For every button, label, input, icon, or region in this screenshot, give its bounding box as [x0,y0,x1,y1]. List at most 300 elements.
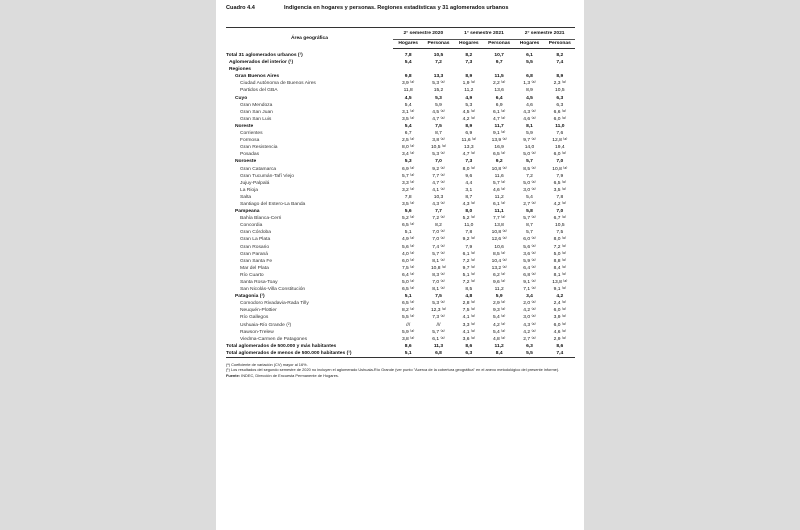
row-value: 6,9 [495,102,503,108]
row-value: 2,3 ⁽ᵃ⁾ [553,81,567,87]
row-value: 9,2 ⁽ᵃ⁾ [432,166,445,172]
table-body [226,49,575,358]
indigence-table [226,27,575,358]
row-value: 5,7 ⁽ᵃ⁾ [492,180,506,186]
row-value: 7,4 ⁽ᵃ⁾ [432,244,445,250]
row-value: 8,4 ⁽ᵃ⁾ [553,265,567,271]
row-value: 7,6 [556,131,564,137]
table-row [226,343,575,350]
row-value: 8,6 [465,343,473,349]
row-value: 6,7 [404,131,412,137]
row-label: Concordia [240,223,263,229]
row-value: 7,3 ⁽ᵃ⁾ [432,315,445,321]
row-value: 6,4 [495,95,503,101]
row-value: 5,6 [404,209,412,215]
row-value: 4,3 ⁽ᵃ⁾ [523,109,536,115]
row-value: 11,5 [494,74,504,80]
table-row [226,173,575,180]
row-label: Gran Catamarca [240,166,277,172]
row-value: 8,1 ⁽ᵃ⁾ [432,287,445,293]
table-row [226,137,575,144]
row-label: Gran Resistencia [240,145,278,151]
row-label: Ciudad Autónoma de Buenos Aires [240,81,316,87]
row-value: 2,5 ⁽ᵃ⁾ [401,138,415,144]
row-value: 7,3 [465,60,473,66]
row-value: 6,3 [454,350,484,358]
table-row [226,59,575,66]
row-value: 8,0 ⁽ᵃ⁾ [553,237,567,243]
footnote: (ᵃ) Coeficiente de variación (CV) mayor al 16%. [226,362,308,368]
table-row [226,158,575,165]
row-value: 4,1 ⁽ᵃ⁾ [432,187,445,193]
row-value: 11,0 [555,123,565,129]
row-value: 6,8 [526,74,533,80]
row-value: 5,3 ⁽ᵃ⁾ [432,81,445,87]
source-note [226,373,575,378]
row-value: 10,7 [494,53,504,58]
row-value: 4,2 ⁽ᵃ⁾ [462,116,476,122]
table-row [226,87,575,94]
row-value: 6,5 ⁽ᵃ⁾ [492,152,506,158]
row-value: 11,8 [403,88,413,94]
row-value: 6,0 ⁽ᵃ⁾ [401,258,415,264]
row-label: Cuyo [235,95,248,101]
table-row [226,222,575,229]
row-value: 4,6 ⁽ᵃ⁾ [523,116,536,122]
table-row [226,102,575,109]
row-value: 13,8 [494,223,504,229]
row-value: 8,3 ⁽ᵃ⁾ [432,272,445,278]
row-value: 7,8 [404,53,412,58]
row-value: 8,2 [435,223,442,229]
row-value: 7,4 [545,350,575,358]
row-value: 2,7 ⁽ᵃ⁾ [523,336,536,342]
row-value: 7,2 [435,60,442,66]
subcolumn-header: Personas [545,40,575,49]
row-value: 7,1 ⁽ᵃ⁾ [523,287,536,293]
row-value: 2,9 ⁽ᵃ⁾ [492,301,506,307]
table-row [226,350,575,358]
row-value: 3,0 ⁽ᵃ⁾ [523,315,536,321]
row-value: 6,6 ⁽ᵃ⁾ [553,109,567,115]
row-value: 3,5 ⁽ᵃ⁾ [553,187,567,193]
row-label: Patagonia (¹) [235,294,265,300]
row-value: 6,8 [423,350,453,358]
row-label: Noroeste [235,159,257,165]
row-value: 7,0 [556,209,564,215]
row-value: 4,6 [526,102,533,108]
row-value: 5,9 ⁽ᵃ⁾ [401,329,415,335]
table-row [226,293,575,300]
row-value: 4,7 ⁽ᵃ⁾ [432,116,445,122]
row-value: 2,0 ⁽ᵃ⁾ [523,301,536,307]
table-row [226,229,575,236]
row-label: San Nicolás-Villa Constitución [240,287,306,293]
row-value: 14,0 [524,145,535,151]
row-value: 6,1 [526,53,533,58]
row-value: 9,7 ⁽ᵃ⁾ [523,138,536,144]
row-value: 11,6 ⁽ᵃ⁾ [461,138,477,144]
row-value: 6,5 ⁽ᵃ⁾ [401,287,415,293]
row-value: 19,4 [555,145,565,151]
row-value: 4,8 ⁽ᵃ⁾ [492,336,506,342]
row-value: 3,8 ⁽ᵃ⁾ [401,336,415,342]
row-value: 5,1 ⁽ᵃ⁾ [462,272,476,278]
table-row [226,336,575,343]
row-value: 7,9 [465,244,473,250]
row-value [393,66,423,73]
row-value: 5,8 [526,209,533,215]
row-value: 5,7 ⁽ᵃ⁾ [523,216,536,222]
row-value: 6,9 ⁽ᵃ⁾ [401,166,415,172]
row-value: 8,9 [526,88,533,94]
row-value: 11,2 [494,343,504,349]
row-value: 3,0 ⁽ᵃ⁾ [523,187,536,193]
row-value: 3,3 ⁽ᵃ⁾ [401,180,415,186]
row-value: 2,4 ⁽ᵃ⁾ [553,301,567,307]
row-label: Neuquén-Plottier [240,308,277,314]
footnote: (¹) Los resultados del segundo semestre de 2020 no incluyen el aglomerado Ushuaia-Río Grande (ver punto "Acerca de la cobertura geográfica" en el anexo metodológico del presente informe). [226,367,560,373]
row-value: 7,0 ⁽ᵃ⁾ [432,230,445,236]
row-value: 3,5 ⁽ᵃ⁾ [401,116,415,122]
row-value: 7,2 ⁽ᵃ⁾ [553,244,567,250]
row-value: 5,7 [526,159,533,165]
row-value: 5,9 [526,131,533,137]
row-value: 3,3 ⁽ᵃ⁾ [462,322,476,328]
row-value: 5,4 ⁽ᵃ⁾ [492,329,506,335]
row-value: 5,1 [393,350,423,358]
row-value: 2,9 ⁽ᵃ⁾ [553,336,567,342]
row-value: 8,5 [465,287,473,293]
row-label: Comodoro Rivadavia-Rada Tilly [240,301,309,307]
table-row [226,300,575,307]
row-value: 3,6 ⁽ᵃ⁾ [523,251,536,257]
row-value: 4,8 [465,294,473,300]
table-row [226,180,575,187]
table-row [226,286,575,293]
row-value: 3,1 [465,187,473,193]
row-value: 4,3 ⁽ᵃ⁾ [432,201,445,207]
row-value: 8,9 [465,123,473,129]
row-value: 5,3 [465,102,473,108]
row-value [484,66,514,73]
row-value: 5,1 [404,294,412,300]
row-value: 5,4 [404,123,412,129]
row-label: Santiago del Estero-La Banda [240,201,306,207]
row-value: 6,1 ⁽ᵃ⁾ [492,109,506,115]
row-value: 9,1 ⁽ᵃ⁾ [553,287,567,293]
row-label: Corrientes [240,131,263,137]
row-value: 4,5 [404,95,412,101]
table-row [226,201,575,208]
row-value: 5,4 [526,194,533,200]
row-value: 10,8 ⁽ᵃ⁾ [491,230,507,236]
row-value: 4,3 ⁽ᵃ⁾ [523,322,536,328]
row-value: 5,5 [514,350,544,358]
row-value: 2,8 ⁽ᵃ⁾ [462,301,476,307]
row-value: 6,0 ⁽ᵃ⁾ [553,116,567,122]
table-row [226,144,575,151]
row-value: 3,9 ⁽ᵃ⁾ [553,315,567,321]
table-row [226,265,575,272]
row-value: 6,0 ⁽ᵃ⁾ [553,308,567,314]
subcolumn-header: Hogares [514,40,544,49]
row-label: Total aglomerados de 500.000 y más habitantes [226,343,337,349]
row-value [454,66,484,73]
row-value: 4,2 ⁽ᵃ⁾ [553,201,567,207]
row-value: 10,8 ⁽ᵃ⁾ [552,166,568,172]
table-row [226,244,575,251]
table-row [226,215,575,222]
row-value: 3,5 ⁽ᵃ⁾ [401,201,415,207]
source-text: INDEC, Dirección de Encuesta Permanente de Hogares. [241,372,339,378]
table-row [226,109,575,116]
row-value: 9,7 ⁽ᵃ⁾ [462,265,476,271]
table-row [226,95,575,102]
row-value: 10,5 [433,53,444,58]
row-value [423,66,453,73]
row-value: 4,3 ⁽ᵃ⁾ [462,201,476,207]
row-value: 10,3 [433,194,444,200]
row-label: Total 31 aglomerados urbanos (¹) [226,53,303,58]
row-label: Gran Buenos Aires [235,74,280,80]
row-value: 13,3 [433,74,444,80]
row-label: Gran Rosario [240,244,270,250]
row-value: 7,5 ⁽ᵃ⁾ [401,265,415,271]
row-value: 5,0 ⁽ᵃ⁾ [553,251,567,257]
row-value: 5,4 ⁽ᵃ⁾ [492,315,506,321]
row-value: 6,7 ⁽ᵃ⁾ [553,216,567,222]
row-value: 10,8 ⁽ᵃ⁾ [430,265,447,271]
table-row [226,52,575,59]
row-value: 4,9 ⁽ᵃ⁾ [401,237,415,243]
row-value: /// [406,322,411,328]
row-value: 2,2 ⁽ᵃ⁾ [492,81,506,87]
table-row [226,322,575,329]
row-value: 5,2 ⁽ᵃ⁾ [462,216,476,222]
row-value: 6,5 ⁽ᵃ⁾ [553,180,567,186]
row-value: 6,1 ⁽ᵃ⁾ [492,201,506,207]
row-value: 13,8 ⁽ᵃ⁾ [552,280,568,285]
row-value: 11,7 [494,123,504,129]
table-title: Indigencia en hogares y personas. Regiones estadísticas y 31 aglomerados urbanos [284,5,509,11]
row-value: 11,6 [494,173,504,179]
row-value: 4,4 [465,180,473,186]
table-row [226,279,575,286]
row-value: 8,2 [556,53,564,58]
row-label: Gran Paraná [240,251,269,257]
row-value: 2,7 ⁽ᵃ⁾ [523,201,536,207]
footnotes [226,362,575,378]
row-value: 5,6 ⁽ᵃ⁾ [401,244,415,250]
row-value: 9,1 ⁽ᵃ⁾ [523,280,536,285]
row-value: 10,6 [494,244,504,250]
row-value: 6,8 ⁽ᵃ⁾ [523,272,536,278]
row-value: /// [436,322,441,328]
row-value: 10,5 [555,223,565,229]
source-label: Fuente: [226,372,241,378]
row-value: 9,8 [404,74,412,80]
row-value: 9,7 [495,60,503,66]
period-header: 2° semestre 2020 [393,29,454,40]
row-value: 11,3 [433,343,444,349]
row-value: 13,3 [464,145,474,151]
row-value: 5,7 ⁽ᵃ⁾ [432,251,445,257]
row-value: 9,1 ⁽ᵃ⁾ [492,131,506,137]
row-value: 5,5 ⁽ᵃ⁾ [401,315,415,321]
row-label: Gran Tucumán-Tafí Viejo [240,173,295,179]
document-page [216,0,584,530]
row-value: 5,7 ⁽ᵃ⁾ [432,329,445,335]
table-row [226,80,575,87]
row-label: Gran Santa Fe [240,258,273,264]
area-column-header: Área geográfica [291,35,328,41]
row-value: 6,1 ⁽ᵃ⁾ [462,251,476,257]
row-value: 8,4 [484,350,514,358]
row-value: 5,4 [404,102,412,108]
table-row [226,258,575,265]
row-value: 4,2 ⁽ᵃ⁾ [492,322,506,328]
row-value: 5,0 ⁽ᵃ⁾ [401,280,415,285]
table-row [226,314,575,321]
row-label: Partidos del GBA [240,88,278,94]
row-value: 1,9 ⁽ᵃ⁾ [462,81,476,87]
row-value: 6,3 [526,343,533,349]
row-value: 3,1 ⁽ᵃ⁾ [401,109,415,115]
row-label: Gran La Plata [240,237,271,243]
row-value: 8,9 [465,74,473,80]
row-value: 7,0 ⁽ᵃ⁾ [432,237,445,243]
row-value: 13,2 ⁽ᵃ⁾ [491,265,507,271]
row-value: 6,0 ⁽ᵃ⁾ [553,322,567,328]
row-value: 5,4 [404,60,412,66]
row-value: 5,3 ⁽ᵃ⁾ [432,301,445,307]
row-value: 9,2 [495,159,503,165]
row-value: 3,2 ⁽ᵃ⁾ [401,187,415,193]
row-label: Bahía Blanca-Cerri [240,216,282,222]
row-value: 6,9 [465,131,473,137]
row-value: 8,2 [465,53,473,58]
row-value: 6,0 ⁽ᵃ⁾ [553,152,567,158]
row-value: 7,5 [435,123,442,129]
row-value: 5,5 [526,60,533,66]
row-value: 5,9 [435,102,442,108]
row-value: 7,0 ⁽ᵃ⁾ [432,280,445,285]
subcolumn-header: Hogares [393,40,423,49]
row-value: 16,9 [494,145,504,151]
row-label: Ushuaia-Río Grande (²) [240,322,292,328]
row-label: Total aglomerados de menos de 500.000 habitantes (¹) [226,350,393,358]
row-value: 3,9 ⁽ᵃ⁾ [401,81,415,87]
row-value: 7,7 ⁽ᵃ⁾ [432,173,445,179]
row-value: 4,5 [526,95,533,101]
row-value: 7,8 [465,230,473,236]
row-value: 8,2 ⁽ᵃ⁾ [401,308,415,314]
row-value: 5,3 [435,95,442,101]
row-value: 6,3 [556,102,564,108]
row-value: 12,6 ⁽ᵃ⁾ [491,237,507,243]
table-row [226,123,575,130]
row-value: 5,2 ⁽ᵃ⁾ [401,216,415,222]
row-value: 6,0 ⁽ᵃ⁾ [523,237,536,243]
row-value: 8,1 [526,123,533,129]
table-row [226,236,575,243]
row-value: 13,9 ⁽ᵃ⁾ [491,138,507,144]
row-value [514,66,544,73]
row-value: 4,5 ⁽ᵃ⁾ [432,109,445,115]
row-value: 7,7 ⁽ᵃ⁾ [492,216,506,222]
row-value: 10,4 ⁽ᵃ⁾ [491,258,507,264]
table-row [226,166,575,173]
row-label: Formosa [240,138,260,144]
row-value: 9,2 ⁽ᵃ⁾ [462,237,476,243]
row-label: Mar del Plata [240,265,269,271]
row-label: Gran San Juan [240,109,273,115]
row-value: 4,6 ⁽ᵃ⁾ [492,187,506,193]
row-value: 10,8 ⁽ᵃ⁾ [491,166,507,172]
row-value: 8,9 [556,74,564,80]
row-value: 9,6 ⁽ᵃ⁾ [492,280,506,285]
row-label: Rawson-Trelew [240,329,274,335]
row-value: 9,6 [465,173,473,179]
row-value: 8,5 ⁽ᵃ⁾ [523,166,536,172]
row-value: 7,9 [556,173,564,179]
row-value: 7,5 [556,230,564,236]
row-label: Posadas [240,152,260,158]
row-value: 7,8 [556,194,564,200]
table-row [226,208,575,215]
row-label: Río Cuarto [240,272,264,278]
row-value [545,66,575,73]
period-header: 1° semestre 2021 [454,29,515,40]
row-value: 5,0 ⁽ᵃ⁾ [523,152,536,158]
row-value: 4,5 ⁽ᵃ⁾ [462,109,476,115]
row-value: 7,7 [435,209,442,215]
row-value: 15,2 [433,88,444,94]
row-value: 3,4 [526,294,533,300]
row-value: 8,0 ⁽ᵃ⁾ [462,166,476,172]
table-row [226,272,575,279]
row-label: Santa Rosa-Toay [240,280,278,285]
row-value: 8,1 ⁽ᵃ⁾ [432,258,445,264]
row-value: 7,5 [435,294,442,300]
row-value: 6,5 ⁽ᵃ⁾ [401,223,415,229]
row-value: 11,2 [494,194,504,200]
row-value: 5,7 ⁽ᵃ⁾ [401,173,415,179]
row-value: 8,8 ⁽ᵃ⁾ [553,258,567,264]
row-value: 7,2 ⁽ᵃ⁾ [432,216,445,222]
row-value: 10,5 [555,88,565,94]
row-value: 11,1 [494,209,504,215]
row-value: 8,0 [465,209,473,215]
table-row [226,73,575,80]
row-label: Pampeana [235,209,260,215]
row-label: Río Gallegos [240,315,269,321]
row-value: 8,0 ⁽ᵃ⁾ [401,145,415,151]
row-value: 4,2 [556,294,564,300]
row-value: 11,2 [464,88,474,94]
row-value: 8,7 [435,131,442,137]
row-value: 7,0 [435,159,442,165]
table-row [226,66,575,73]
row-value: 7,5 ⁽ᵃ⁾ [462,308,476,314]
row-value: 5,9 ⁽ᵃ⁾ [523,258,536,264]
row-value: 6,1 ⁽ᵃ⁾ [432,336,445,342]
row-value: 5,6 ⁽ᵃ⁾ [523,244,536,250]
table-row [226,329,575,336]
row-value: 6,4 ⁽ᵃ⁾ [523,265,536,271]
row-value: 3,6 ⁽ᵃ⁾ [462,336,476,342]
